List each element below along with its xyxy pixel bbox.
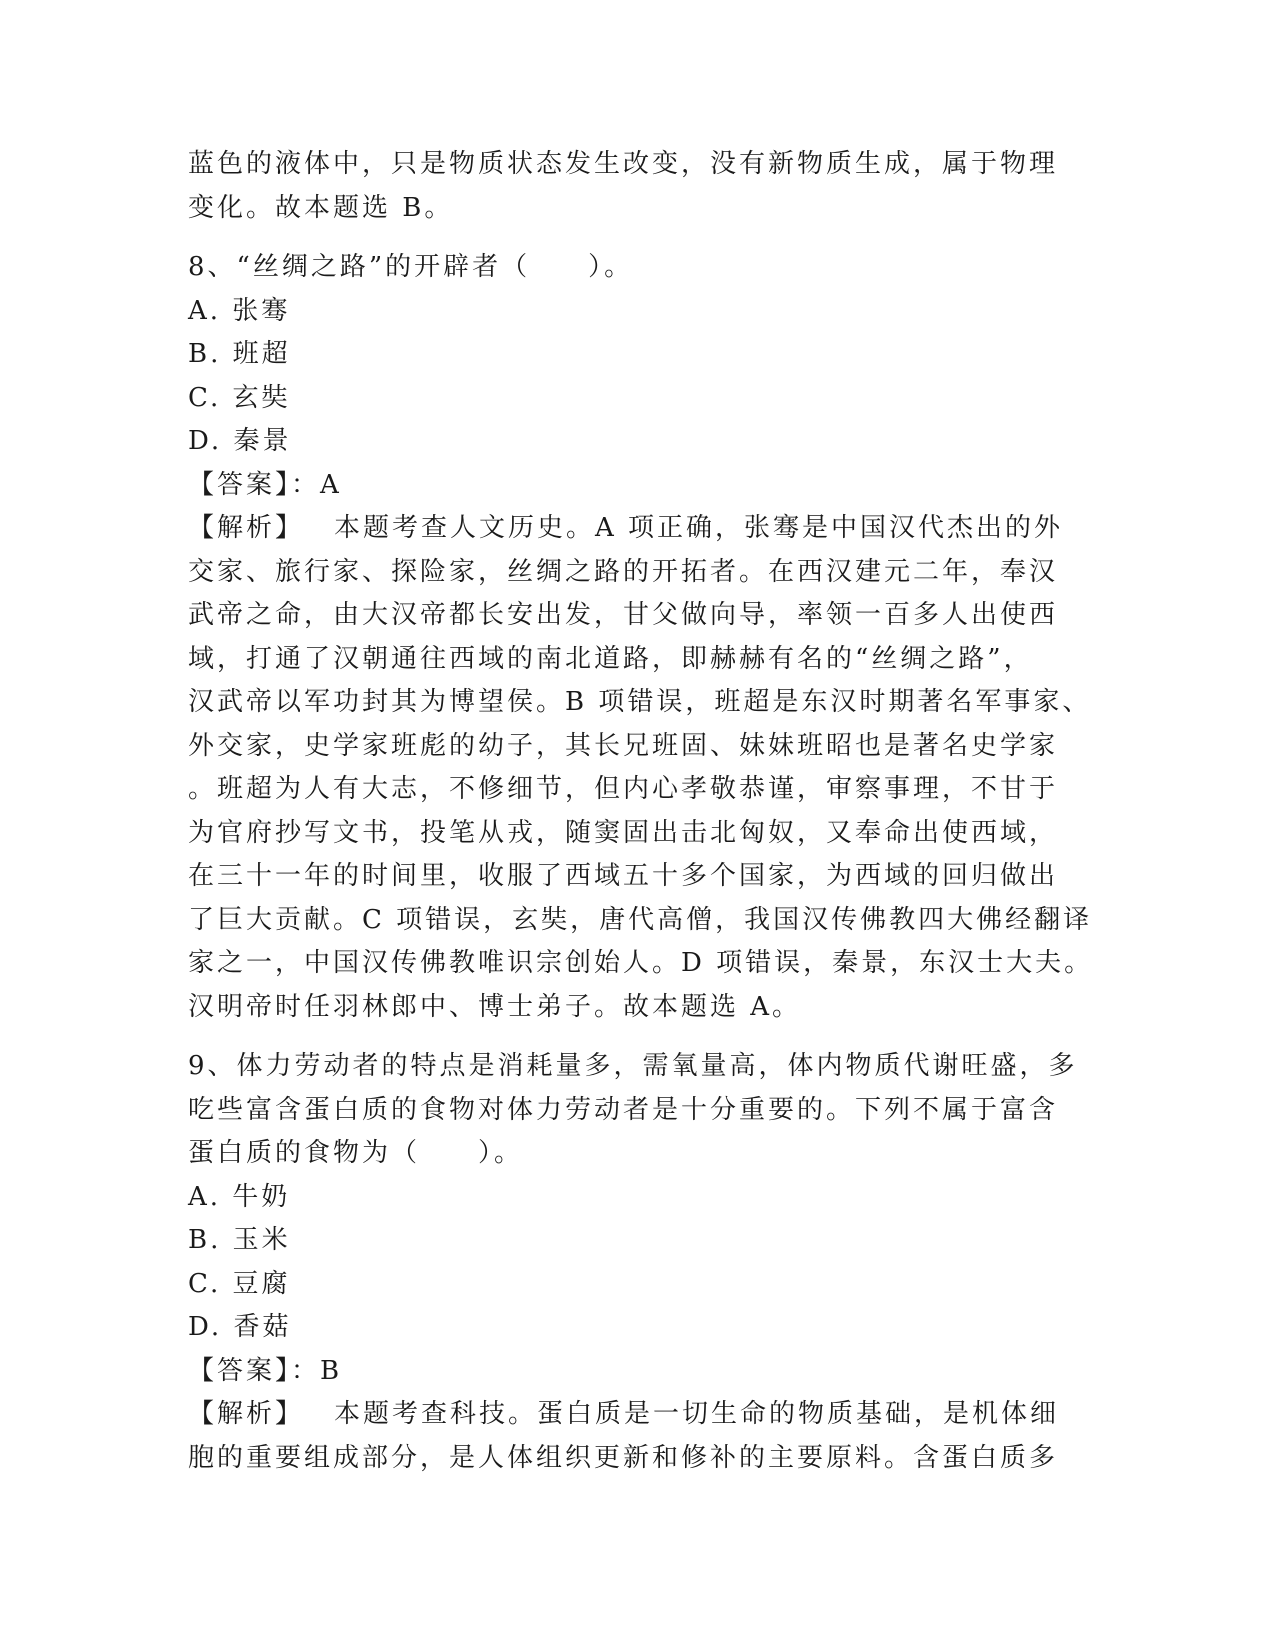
analysis-text: 胞的重要组成部分，是人体组织更新和修补的主要原料。含蛋白质多 [188, 1442, 1059, 1473]
answer-line [188, 1350, 1088, 1394]
document-page [188, 143, 1094, 1480]
option-c: C. 玄奘 [188, 382, 291, 413]
answer-label: 【答案】： [188, 1355, 321, 1386]
analysis-text: 武帝之命，由大汉帝都长安出发，甘父做向导，率领一百多人出使西 [188, 600, 1059, 630]
analysis-label: 【解析】 [188, 513, 305, 543]
text-line: 变化。故本题选 B。 [188, 192, 454, 223]
analysis-text: 了巨大贡献。C 项错误，玄奘，唐代高僧，我国汉传佛教四大佛经翻译 [188, 904, 1093, 935]
question-9 [188, 1045, 1088, 1480]
answer-value: A [320, 469, 342, 500]
question-stem: 8、“丝绸之路”的开辟者（ ）。 [188, 252, 634, 282]
analysis-text: 家之一，中国汉传佛教唯识宗创始人。D 项错误，秦景，东汉士大夫。 [188, 948, 1094, 978]
option-b: B. 玉米 [188, 1225, 291, 1255]
analysis-text: 本题考查科技。蛋白质是一切生命的物质基础，是机体细 [334, 1399, 1060, 1429]
option-c: C. 豆腐 [188, 1268, 291, 1299]
previous-explanation-tail [188, 143, 1088, 230]
analysis-text: 。班超为人有大志，不修细节，但内心孝敬恭谨，审察事理，不甘于 [188, 774, 1059, 804]
analysis-label: 【解析】 [188, 1399, 305, 1429]
analysis-text: 汉明帝时任羽林郎中、博士弟子。故本题选 A。 [188, 991, 802, 1022]
answer-label: 【答案】： [188, 469, 321, 500]
answer-value: B [320, 1355, 343, 1386]
option-a: A. 张骞 [188, 295, 291, 326]
question-stem: 吃些富含蛋白质的食物对体力劳动者是十分重要的。下列不属于富含 [188, 1094, 1059, 1125]
analysis-text: 本题考查人文历史。A 项正确，张骞是中国汉代杰出的外 [334, 513, 1064, 543]
question-stem: 9、体力劳动者的特点是消耗量多，需氧量高，体内物质代谢旺盛，多 [188, 1051, 1078, 1081]
analysis-text: 交家、旅行家、探险家，丝绸之路的开拓者。在西汉建元二年，奉汉 [188, 556, 1059, 587]
analysis-first-line [188, 1393, 1088, 1437]
analysis-text: 为官府抄写文书，投笔从戎，随窦固出击北匈奴，又奉命出使西域， [188, 817, 1059, 848]
option-a: A. 牛奶 [188, 1181, 291, 1212]
question-stem: 蛋白质的食物为（ ）。 [188, 1138, 524, 1168]
analysis-first-line [188, 507, 1088, 551]
question-8 [188, 246, 1094, 1029]
analysis-text: 在三十一年的时间里，收服了西域五十多个国家，为西域的回归做出 [188, 861, 1059, 891]
option-d: D. 秦景 [188, 426, 292, 456]
option-d: D. 香菇 [188, 1312, 292, 1342]
text-line: 蓝色的液体中，只是物质状态发生改变，没有新物质生成，属于物理 [188, 149, 1059, 179]
analysis-text: 汉武帝以军功封其为博望侯。B 项错误，班超是东汉时期著名军事家、 [188, 687, 1092, 717]
analysis-text: 域，打通了汉朝通往西域的南北道路，即赫赫有名的“丝绸之路”， [188, 643, 1033, 674]
option-b: B. 班超 [188, 339, 291, 369]
analysis-text: 外交家，史学家班彪的幼子，其长兄班固、妹妹班昭也是著名史学家 [188, 730, 1059, 761]
answer-line [188, 464, 1088, 508]
